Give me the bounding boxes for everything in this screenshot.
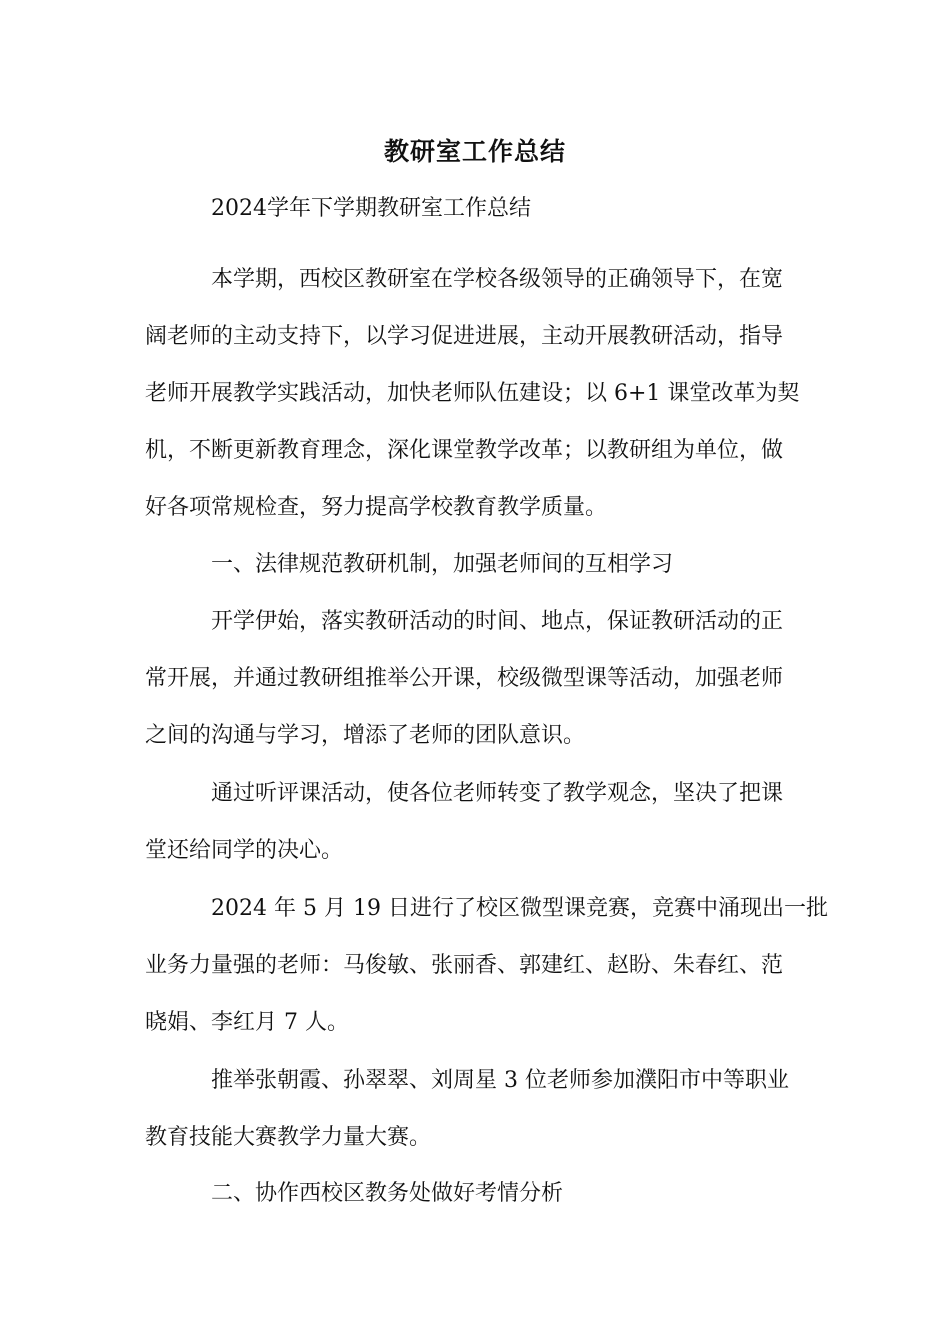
paragraph-line: 通过听评课活动，使各位老师转变了教学观念，坚决了把课 <box>211 781 784 806</box>
document-title: 教研室工作总结 <box>383 137 566 166</box>
paragraph-line: 开学伊始，落实教研活动的时间、地点，保证教研活动的正 <box>211 609 784 634</box>
section-heading-2 <box>145 1165 807 1222</box>
document-subtitle <box>145 180 807 237</box>
paragraph-line: 之间的沟通与学习，增添了老师的团队意识。 <box>145 723 586 748</box>
paragraph-line: 教育技能大赛教学力量大赛。 <box>145 1125 432 1150</box>
paragraph-line: 业务力量强的老师：马俊敏、张丽香、郭建红、赵盼、朱春红、范 <box>145 953 784 978</box>
paragraph-line: 推举张朝霞、孙翠翠、刘周星 3 位老师参加濮阳市中等职业 <box>211 1068 789 1093</box>
paragraph-line: 本学期，西校区教研室在学校各级领导的正确领导下，在宽 <box>211 267 784 292</box>
paragraph-intro <box>145 251 807 536</box>
subtitle-line: 2024学年下学期教研室工作总结 <box>211 196 531 221</box>
paragraph-line: 老师开展教学实践活动，加快老师队伍建设；以 6+1 课堂改革为契 <box>145 381 800 406</box>
paragraph-line: 常开展，并通过教研组推举公开课，校级微型课等活动，加强老师 <box>145 666 784 691</box>
paragraph-line: 好各项常规检查，努力提高学校教育教学质量。 <box>145 495 608 520</box>
paragraph-nomination <box>145 1052 807 1166</box>
paragraph-line: 晓娟、李红月 7 人。 <box>145 1010 349 1035</box>
paragraph-line: 机，不断更新教育理念，深化课堂教学改革；以教研组为单位，做 <box>145 438 784 463</box>
paragraph-line: 堂还给同学的决心。 <box>145 838 344 863</box>
paragraph-line: 阔老师的主动支持下，以学习促进进展，主动开展教研活动，指导 <box>145 324 784 349</box>
paragraph-activities <box>145 593 807 764</box>
paragraph-lesson-review <box>145 765 807 879</box>
paragraph-competition <box>145 880 828 1051</box>
section-heading-1 <box>145 536 807 593</box>
heading-line: 二、协作西校区教务处做好考情分析 <box>211 1181 564 1206</box>
paragraph-line: 2024 年 5 月 19 日进行了校区微型课竞赛，竞赛中涌现出一批 <box>211 896 828 921</box>
heading-line: 一、法律规范教研机制，加强老师间的互相学习 <box>211 552 674 577</box>
